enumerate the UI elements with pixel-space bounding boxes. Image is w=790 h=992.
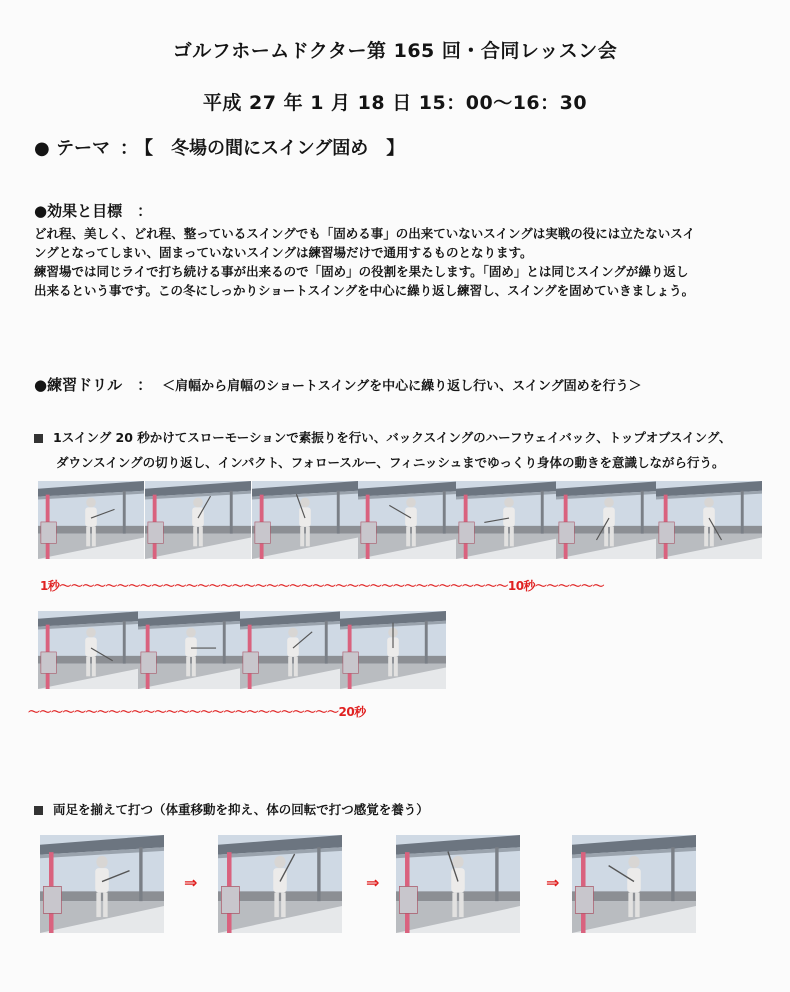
square-bullet-icon (34, 434, 43, 443)
swing-photo-frame (40, 835, 164, 933)
swing-photo-frame (38, 611, 144, 689)
drill1-line1 (34, 428, 731, 446)
drill-heading-line (34, 374, 642, 395)
swing-photo-frame (340, 611, 446, 689)
arrow-icon: ⇒ (366, 873, 380, 892)
drill-heading: ●練習ドリル ： (34, 376, 153, 394)
swing-photo-frame (138, 611, 244, 689)
effects-body (34, 224, 774, 300)
arrow-icon: ⇒ (184, 873, 198, 892)
timeline-2: ～～～～～～～～～～～～～～～～～～～～～～～～～～～20秒 (28, 705, 366, 719)
effects-line: 練習場では同じライで打ち続ける事が出来るので「固め」の役割を果たします。「固め」とは同じスイングが繰り返し (34, 264, 689, 279)
swing-photo-frame (572, 835, 696, 933)
swing-photo-frame (556, 481, 662, 559)
theme-separator: ： (119, 138, 138, 159)
drill1-line2: ダウンスイングの切り返し、インパクト、フォロースルー、フィニッシュまでゆっくり身体の動きを意識しながら行う。 (56, 455, 725, 470)
square-bullet-icon (34, 806, 43, 815)
drill-description: ＜肩幅から肩幅のショートスイングを中心に繰り返し行い、スイング固めを行う＞ (162, 379, 642, 394)
swing-photo-frame (358, 481, 464, 559)
theme-line (34, 134, 404, 160)
swing-photo-frame (38, 481, 144, 559)
theme-label: ● テーマ (34, 138, 110, 159)
page-title: ゴルフホームドクター第 165 回・合同レッスン会 (172, 40, 618, 62)
effects-line: 出来るという事です。この冬にしっかりショートスイングを中心に繰り返し練習し、スイングを固めていきましょう。 (34, 283, 695, 298)
effects-line: どれ程、美しく、どれ程、整っているスイングでも「固める事」の出来ていないスイングは実戦の役には立たないスイ (34, 226, 696, 241)
drill1-text1: 1スイング 20 秒かけてスローモーションで素振りを行い、バックスイングのハーフウェイバック、トップオブスイング、 (53, 430, 732, 445)
event-date: 平成 27 年 1 月 18 日 15：00～16：30 (202, 92, 588, 114)
swing-photo-frame (240, 611, 346, 689)
effects-line: ングとなってしまい、固まっていないスイングは練習場だけで通用するものとなります。 (34, 245, 533, 260)
timeline-1: 1秒～～～～～～～～～～～～～～～～～～～～～～～～～～～～～～～～～～～～～～～10秒～～～～～～ (40, 579, 605, 593)
swing-photo-frame (252, 481, 358, 559)
swing-photo-frame (218, 835, 342, 933)
swing-photo-frame (656, 481, 762, 559)
swing-photo-frame (145, 481, 251, 559)
drill2-text: 両足を揃えて打つ（体重移動を抑え、体の回転で打つ感覚を養う） (53, 802, 429, 817)
effects-heading: ●効果と目標 ： (34, 202, 153, 220)
drill2-line (34, 800, 429, 818)
swing-photo-frame (396, 835, 520, 933)
arrow-icon: ⇒ (546, 873, 560, 892)
theme-value: 【 冬場の間にスイング固め 】 (143, 138, 405, 159)
swing-photo-frame (456, 481, 562, 559)
